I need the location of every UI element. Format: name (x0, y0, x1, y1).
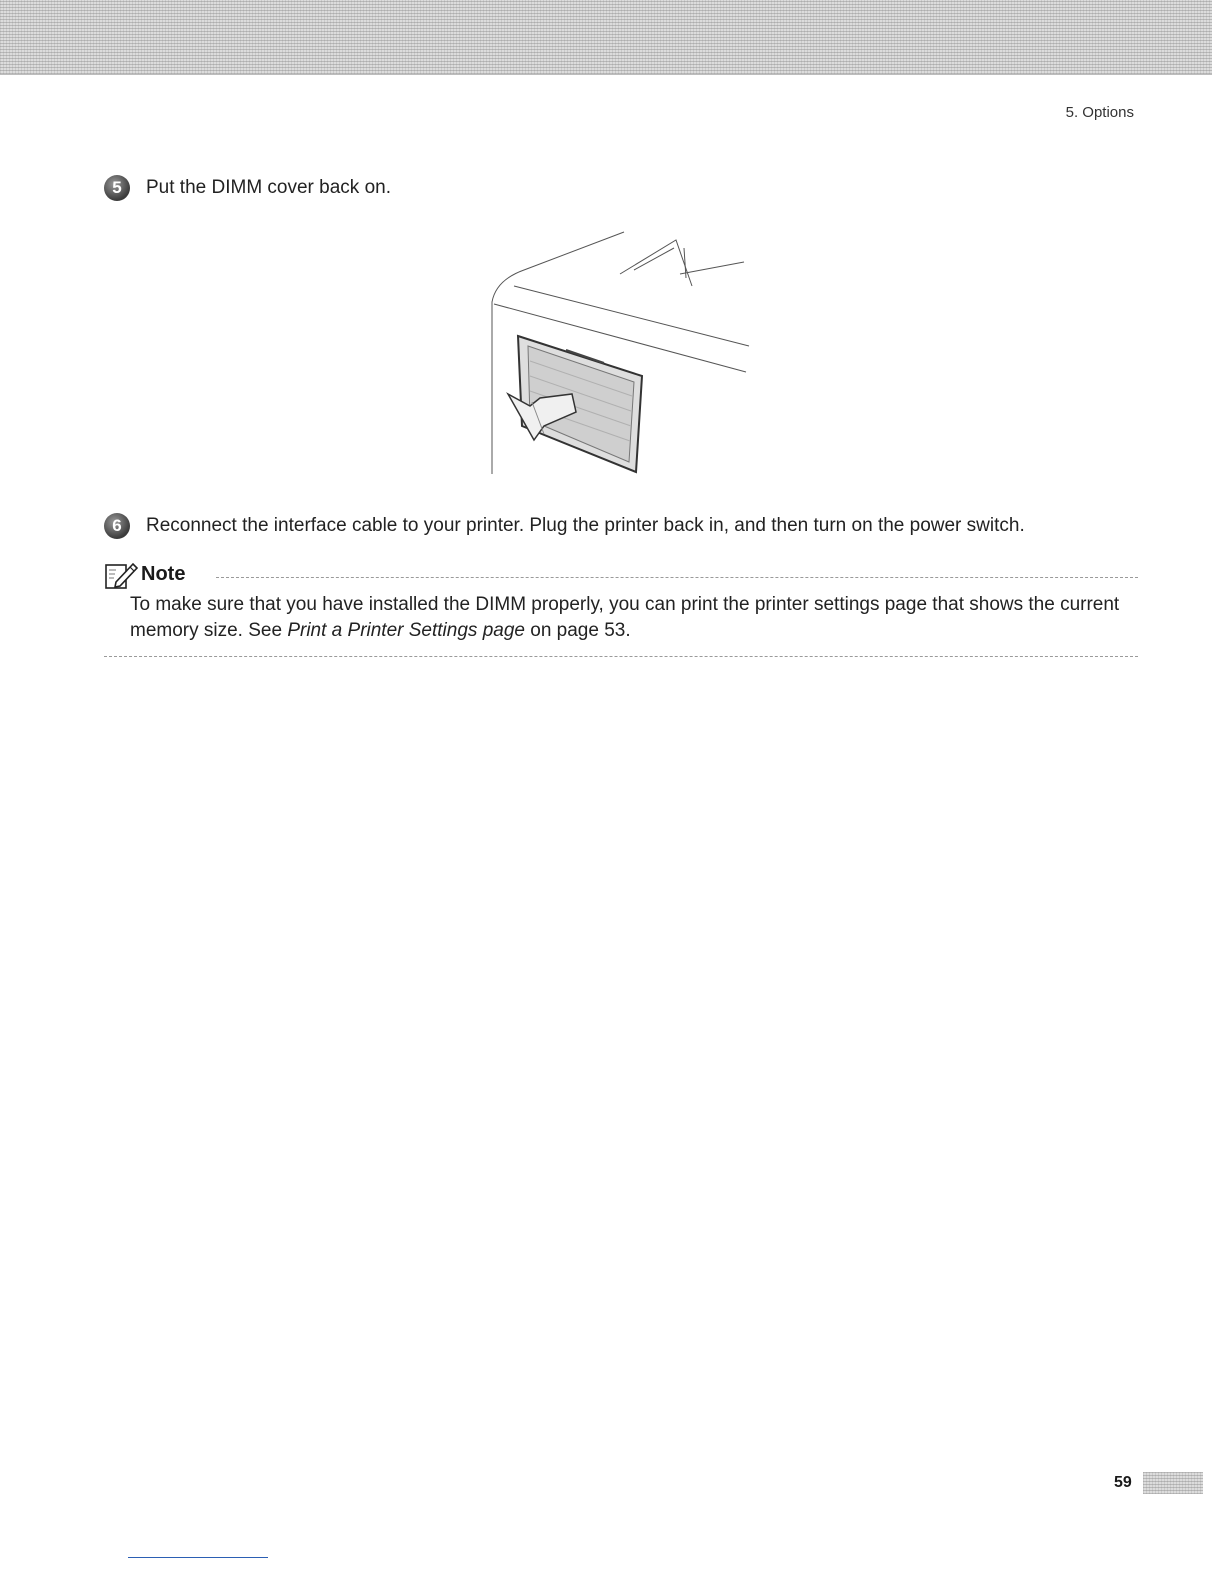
section-header: 5. Options (1065, 104, 1134, 121)
note-divider-top (216, 577, 1138, 578)
note-title: Note (141, 563, 186, 585)
footer-rule (128, 1557, 268, 1558)
step-5 (104, 175, 391, 201)
page-number: 59 (1114, 1474, 1132, 1491)
header-band (0, 0, 1212, 75)
note-text-end: on page 53. (524, 620, 631, 641)
note-divider-bottom (104, 656, 1138, 657)
step-number-badge: 5 (104, 175, 130, 201)
note-pencil-icon (104, 560, 138, 590)
step-text: Reconnect the interface cable to your printer. Plug the printer back in, and then turn on the power switch. (146, 515, 1025, 536)
step-6 (104, 513, 1025, 539)
step-text: Put the DIMM cover back on. (146, 177, 391, 198)
dimm-cover-illustration (484, 226, 754, 476)
step-number-badge: 6 (104, 513, 130, 539)
page-tab (1143, 1472, 1203, 1494)
note-header (104, 560, 1138, 590)
note-text: To make sure that you have installed the DIMM properly, you can print the printer settings page that shows the current memory size. See (130, 594, 1120, 641)
note-body (130, 592, 1140, 644)
note-link-text: Print a Printer Settings page (287, 620, 525, 641)
